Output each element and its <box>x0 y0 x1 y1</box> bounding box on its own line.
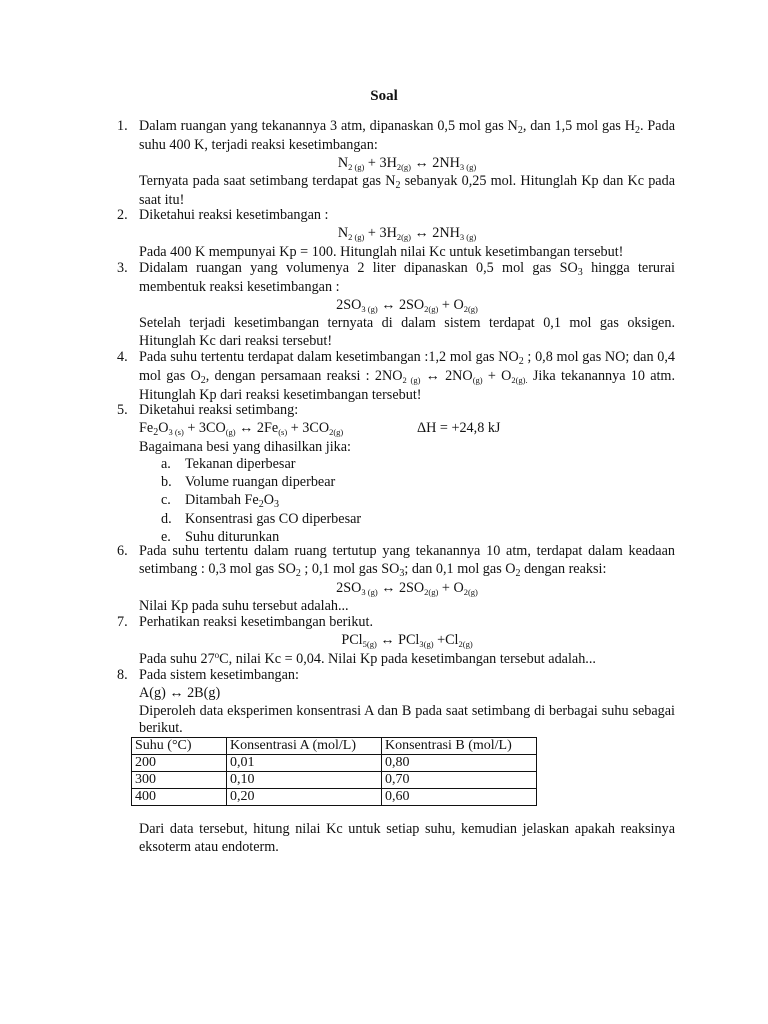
question-text: Hitunglah Kc dari reaksi tersebut! <box>139 333 333 350</box>
table-header-cell: Konsentrasi B (mol/L) <box>382 738 537 755</box>
reaction-equation: $2SO_{3 (g)}$ ↔ $2SO_{2(g)} + O_{2(g)}$ <box>336 296 478 314</box>
reaction-equation: A(g) ↔ 2B(g) <box>139 684 221 701</box>
question-text: Pada suhu tertentu terdapat dalam kesetimbangan :1,2 mol gas $NO_2$ ; 0,8 mol gas NO; dan 0,4 <box>139 349 676 367</box>
question-number: 5. <box>117 402 128 418</box>
question-text: Perhatikan reaksi kesetimbangan berikut. <box>139 614 374 630</box>
table-cell: 0,60 <box>382 789 537 806</box>
question-text: Hitunglah Kp dari reaksi kesetimbangan tersebut! <box>139 386 422 403</box>
question-number: 8. <box>117 667 128 683</box>
question-text: Pada suhu 27$^o$C, nilai Kc = 0,04. Nilai Kp pada kesetimbangan tersebut adalah... <box>139 649 596 667</box>
table-row <box>132 755 537 772</box>
question-7 <box>117 614 675 669</box>
question-text: eksoterm atau endoterm. <box>139 839 279 855</box>
question-2 <box>117 207 675 261</box>
table-row <box>132 789 537 806</box>
list-item: b. Volume ruangan diperbear <box>161 474 336 491</box>
table-cell: 0,01 <box>227 755 382 772</box>
data-table <box>131 737 537 806</box>
list-item: e. Suhu diturunkan <box>161 528 280 545</box>
page-title: Soal <box>370 88 398 104</box>
table-cell: 300 <box>132 772 227 789</box>
option-list <box>139 456 675 546</box>
question-text: Pada sistem kesetimbangan: <box>139 667 299 683</box>
enthalpy-value: ΔH = +24,8 kJ <box>417 419 501 436</box>
question-text: Didalam ruangan yang volumenya 2 liter dipanaskan 0,5 mol gas $SO_3$ hingga terurai <box>139 260 675 278</box>
table-cell: 0,70 <box>382 772 537 789</box>
question-number: 4. <box>117 349 128 365</box>
question-4 <box>117 349 676 404</box>
question-8-instructions <box>139 820 675 856</box>
question-text: Pada 400 K mempunyai Kp = 100. Hitunglah nilai Kc untuk kesetimbangan tersebut! <box>139 243 624 260</box>
question-text: membentuk reaksi kesetimbangan : <box>139 278 340 295</box>
list-item: c. Ditambah $Fe_2O_3$ <box>161 491 279 510</box>
question-number: 2. <box>117 207 128 223</box>
question-number: 1. <box>117 118 128 134</box>
question-1 <box>117 118 675 210</box>
table-cell: 200 <box>132 755 227 772</box>
question-text: Dalam ruangan yang tekanannya 3 atm, dipanaskan 0,5 mol gas $N_2$, dan 1,5 mol gas $H_2$. Pada <box>139 118 675 136</box>
list-item: a. Tekanan diperbesar <box>161 456 296 473</box>
table-cell: 400 <box>132 789 227 806</box>
table-cell: 0,80 <box>382 755 537 772</box>
question-text: mol gas $O_2$, dengan persamaan reaksi : $2NO_{2 (g)}$ ↔ $2NO_{(g)} + O_{2(g).}$ Jika tekanannya 10 atm. <box>139 367 676 386</box>
table-row <box>132 772 537 789</box>
question-3 <box>117 260 675 351</box>
question-text: berikut. <box>139 720 183 737</box>
question-text: Pada suhu tertentu dalam ruang tertutup yang tekanannya 10 atm, terdapat dalam keadaan <box>139 543 675 559</box>
question-text: setimbang : 0,3 mol gas $SO_2$ ; 0,1 mol gas $SO_3$; dan 0,1 mol gas $O_2$ dengan reaksi: <box>139 560 607 579</box>
table-header-cell: Konsentrasi A (mol/L) <box>227 738 382 755</box>
question-number: 6. <box>117 543 128 559</box>
reaction-equation: $2SO_{3 (g)}$ ↔ $2SO_{2(g)} + O_{2(g)}$ <box>336 579 478 597</box>
reaction-equation: $Fe_2O_{3 (s)} + 3CO_{(g)}$ ↔ $2Fe_{(s)} + 3CO_{2(g)}$ ΔH = +24,8 kJ <box>139 419 501 438</box>
question-text: Setelah terjadi kesetimbangan ternyata di dalam sistem terdapat 0,1 mol gas oksigen. <box>139 315 675 332</box>
question-6 <box>117 543 675 616</box>
question-number: 7. <box>117 614 128 630</box>
list-item: d. Konsentrasi gas CO diperbesar <box>161 510 362 527</box>
question-text: Dari data tersebut, hitung nilai Kc untuk setiap suhu, kemudian jelaskan apakah reaksinya <box>139 821 675 837</box>
question-text: Diketahui reaksi kesetimbangan : <box>139 207 329 223</box>
table-header-row <box>132 738 537 755</box>
question-text: Bagaimana besi yang dihasilkan jika: <box>139 438 351 455</box>
question-number: 3. <box>117 260 128 276</box>
table-header-cell: Suhu (°C) <box>132 738 227 755</box>
reaction-equation: PCl$_{5(g)}$ ↔ $PCl_{3(g)} +Cl_{2(g)}$ <box>341 631 473 649</box>
reaction-equation: $N_{2 (g)} + 3H_{2(g)}$ ↔ $2NH_{3 (g)}$ <box>337 224 477 242</box>
question-text: Ternyata pada saat setimbang terdapat gas $N_2$ sebanyak 0,25 mol. Hitunglah Kp dan Kc pada <box>139 173 675 192</box>
question-text: suhu 400 K, terjadi reaksi kesetimbangan: <box>139 136 378 153</box>
question-5 <box>117 402 675 546</box>
table-cell: 0,20 <box>227 789 382 806</box>
question-text: Diketahui reaksi setimbang: <box>139 402 299 418</box>
question-text: saat itu! <box>139 192 185 209</box>
question-text: Nilai Kp pada suhu tersebut adalah... <box>139 598 349 615</box>
table-cell: 0,10 <box>227 772 382 789</box>
question-text: Diperoleh data eksperimen konsentrasi A dan B pada saat setimbang di berbagai suhu sebagai <box>139 702 675 719</box>
reaction-equation: $N_{2 (g)} + 3H_{2(g)}$ ↔ $2NH_{3 (g)}$ <box>337 154 477 172</box>
question-8 <box>117 667 675 738</box>
